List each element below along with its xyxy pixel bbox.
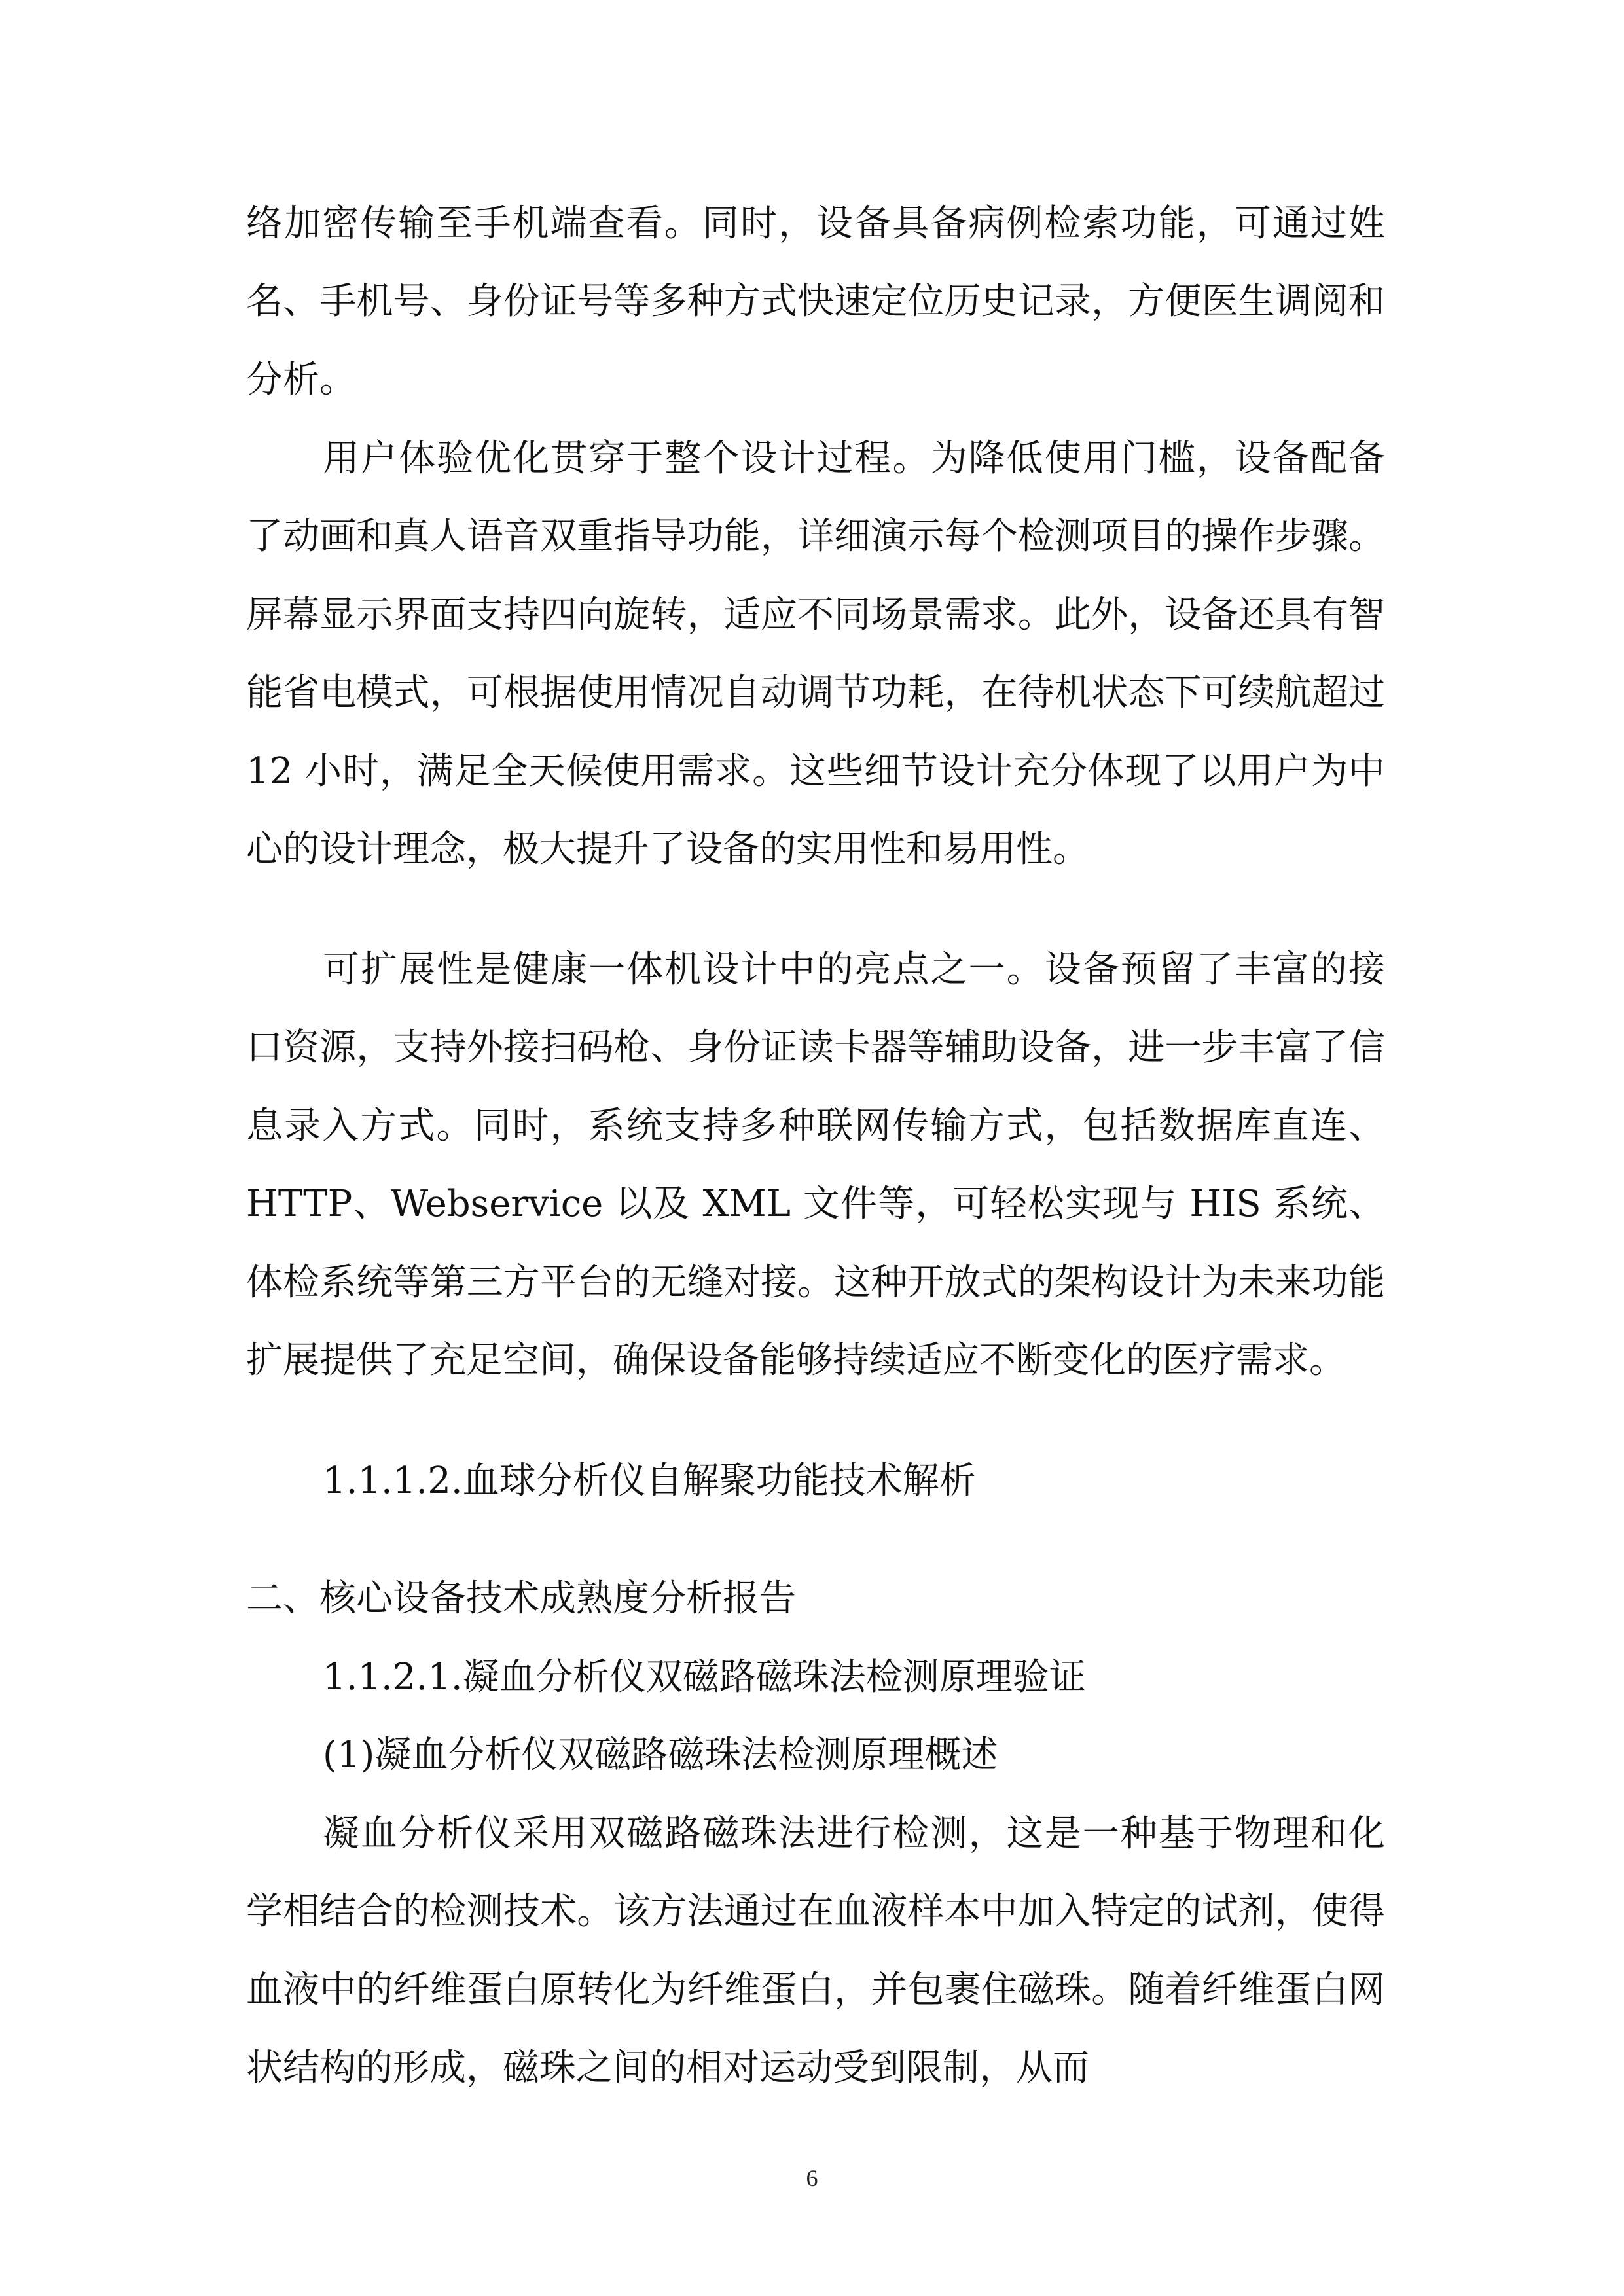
paragraph-case-retrieval: 络加密传输至手机端查看。同时，设备具备病例检索功能，可通过姓名、手机号、身份证号等多种方式快速定位历史记录，方便医生调阅和分析。: [246, 202, 1385, 401]
subheading-hematology-analyzer: 1.1.1.2.血球分析仪自解聚功能技术解析: [323, 1460, 976, 1502]
subheading-coagulation-verification: 1.1.2.1.凝血分析仪双磁路磁珠法检测原理验证: [323, 1656, 1086, 1698]
paragraph-extensibility: 可扩展性是健康一体机设计中的亮点之一。设备预留了丰富的接口资源，支持外接扫码枪、身份证读卡器等辅助设备，进一步丰富了信息录入方式。同时，系统支持多种联网传输方式，包括数据库直连、HTTP、Webservice 以及 XML 文件等，可轻松实现与 HIS 系统、体检系统等第三方平台的无缝对接。这种开放式的架构设计为未来功能扩展提供了充足空间，确保设备能够持续适应不断变化的医疗需求。: [246, 948, 1385, 1382]
paragraph-user-experience: 用户体验优化贯穿于整个设计过程。为降低使用门槛，设备配备了动画和真人语音双重指导功能，详细演示每个检测项目的操作步骤。屏幕显示界面支持四向旋转，适应不同场景需求。此外，设备还具有智能省电模式，可根据使用情况自动调节功耗，在待机状态下可续航超过 12 小时，满足全天候使用需求。这些细节设计充分体现了以用户为中心的设计理念，极大提升了设备的实用性和易用性。: [246, 437, 1385, 871]
paragraph-magnetic-bead-method: 凝血分析仪采用双磁路磁珠法进行检测，这是一种基于物理和化学相结合的检测技术。该方法通过在血液样本中加入特定的试剂，使得血液中的纤维蛋白原转化为纤维蛋白，并包裹住磁珠。随着纤维蛋白网状结构的形成，磁珠之间的相对运动受到限制，从而: [246, 1812, 1385, 2090]
page-number: 6: [806, 2165, 818, 2191]
section-heading-core-equipment: 二、核心设备技术成熟度分析报告: [246, 1577, 796, 1620]
item-heading-principle-overview: (1)凝血分析仪双磁路磁珠法检测原理概述: [323, 1734, 998, 1776]
